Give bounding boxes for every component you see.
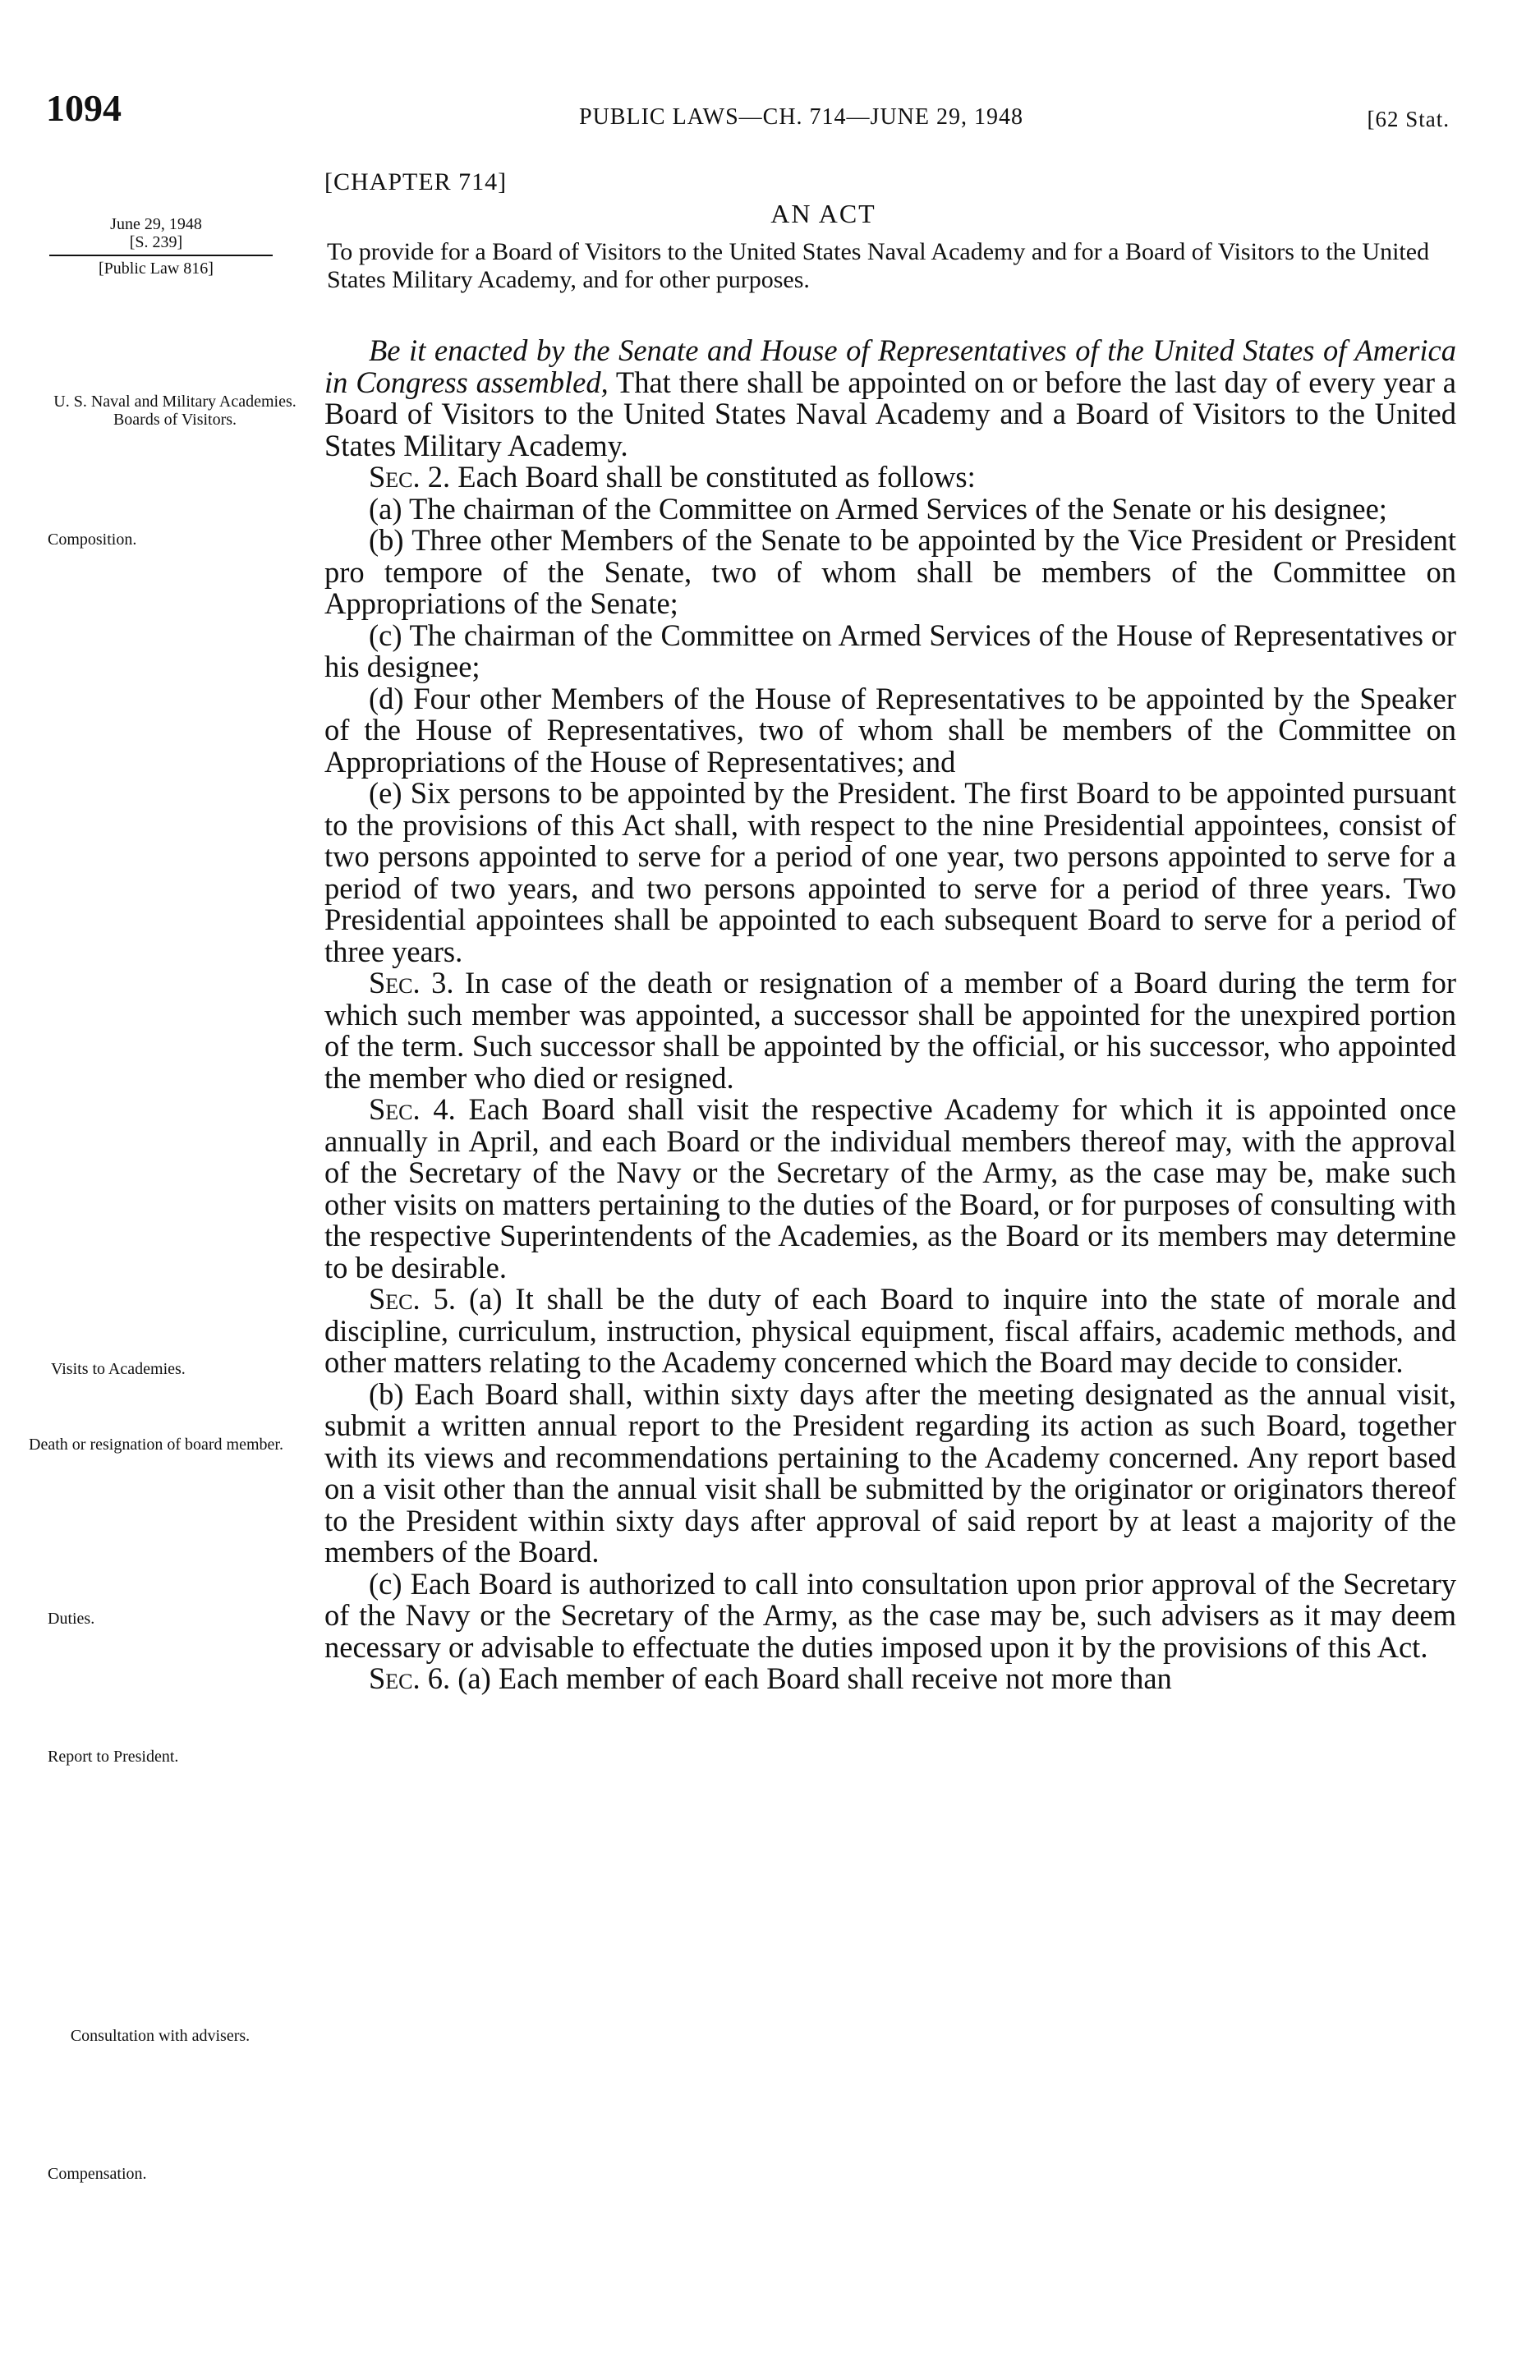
margin-consultation: Consultation with advisers. bbox=[70, 2027, 251, 2045]
section-3-label: Sec. 3. bbox=[369, 966, 454, 999]
margin-boards-of-visitors: U. S. Naval and Military Academies. Boards of Visitors. bbox=[53, 393, 297, 429]
section-2-label: Sec. 2. bbox=[369, 460, 451, 494]
body-text bbox=[324, 335, 1456, 1695]
section-3 bbox=[324, 967, 1456, 1094]
margin-bill: [S. 239] bbox=[129, 233, 183, 251]
clause-c: (c) The chairman of the Committee on Armed Services of the House of Representatives or his designee; bbox=[324, 618, 1456, 683]
statute-reference: [62 Stat. bbox=[1367, 107, 1450, 131]
margin-visits: Visits to Academies. bbox=[51, 1360, 186, 1378]
margin-duties: Duties. bbox=[48, 1610, 95, 1628]
section-4-text: Each Board shall visit the respective Academy for which it is appointed once annually in April, and each Board or the individual members thereof may, with the approval of the Secretary of the Navy or the Secretary of the Army, as the case may be, make such other visits on matters pertaining to the duties of the Board, or for purposes of consulting with the respective Superintendents of the Academies, as the Board or its members may determine to be desirable. bbox=[324, 1092, 1456, 1284]
section-2 bbox=[324, 462, 1456, 494]
margin-report: Report to President. bbox=[48, 1748, 179, 1766]
section-6-label: Sec. 6. bbox=[369, 1661, 451, 1695]
act-heading: AN ACT bbox=[770, 199, 876, 228]
page-number: 1094 bbox=[46, 87, 122, 129]
section-3-text: In case of the death or resignation of a member of a Board during the term for which such member was appointed, a successor shall be appointed for the unexpired portion of the term. Such successor shall be appointed by the official, or his successor, who appointed the member who died or resigned. bbox=[324, 966, 1456, 1095]
margin-compensation: Compensation. bbox=[48, 2165, 147, 2183]
section-5-text: (a) It shall be the duty of each Board to inquire into the state of morale and discipline, curriculum, instruction, physical equipment, fiscal affairs, academic methods, and other matters relating to the Academy concerned which the Board may decide to consider. bbox=[324, 1282, 1456, 1379]
margin-death-or-resignation: Death or resignation of board member. bbox=[29, 1436, 283, 1454]
clause-e: (e) Six persons to be appointed by the President. The first Board to be appointed pursuant to the provisions of this Act shall, with respect to the nine Presidential appointees, consist of two persons appointed to serve for a period of one year, two persons appointed to serve for a period of two years, and two persons appointed to serve for a period of three years. Two Presidential appointees shall be appointed to each subsequent Board to serve for a period of three years. bbox=[324, 776, 1456, 968]
margin-date: June 29, 1948 bbox=[110, 215, 202, 233]
section-5 bbox=[324, 1284, 1456, 1379]
margin-public-law: [Public Law 816] bbox=[99, 260, 214, 278]
act-title: To provide for a Board of Visitors to the United States Naval Academy and for a Board of Visitors to the United States Military Academy, and for other purposes. bbox=[327, 238, 1430, 293]
margin-composition: Composition. bbox=[48, 531, 137, 549]
chapter-heading: [CHAPTER 714] bbox=[324, 168, 508, 195]
section-4 bbox=[324, 1094, 1456, 1284]
section-6-text: (a) Each member of each Board shall receive not more than bbox=[450, 1661, 1172, 1695]
clause-d: (d) Four other Members of the House of Representatives to be appointed by the Speaker of the House of Representatives, two of whom shall be members of the Committee on Appropriations of the House of Representatives; and bbox=[324, 681, 1456, 779]
section-5-label: Sec. 5. bbox=[369, 1282, 456, 1316]
clause-b: (b) Three other Members of the Senate to be appointed by the Vice President or President pro tempore of the Senate, two of whom shall be members of the Committee on Appropriations of the Senate; bbox=[324, 523, 1456, 620]
enacting-clause: Be it enacted by the Senate and House of Representatives of the United States of America in Congress assembled, bbox=[324, 333, 1456, 399]
section-2-text: Each Board shall be constituted as follows: bbox=[450, 460, 976, 494]
section-4-label: Sec. 4. bbox=[369, 1092, 456, 1126]
section-5-c: (c) Each Board is authorized to call into consultation upon prior approval of the Secretary of the Navy or the Secretary of the Army, as the case may be, such advisers as it may deem necessary or advisable to effectuate the duties imposed upon it by the provisions of this Act. bbox=[324, 1566, 1456, 1664]
clause-a: (a) The chairman of the Committee on Armed Services of the Senate or his designee; bbox=[369, 491, 1387, 526]
section-5-b: (b) Each Board shall, within sixty days after the meeting designated as the annual visit, submit a written annual report to the President regarding its action as such Board, together with its views and recommendations pertaining to the Academy concerned. Any report based on a visit other than the annual visit shall be submitted by the originator or originators thereof to the President within sixty days after approval of said report by at least a majority of the members of the Board. bbox=[324, 1376, 1456, 1569]
margin-rule bbox=[49, 255, 273, 256]
section-6 bbox=[324, 1663, 1456, 1695]
section-1-text: That there shall be appointed on or before the last day of every year a Board of Visitors to the United States Naval Academy and a Board of Visitors to the United States Military Academy. bbox=[324, 365, 1456, 462]
enacting-paragraph bbox=[324, 335, 1456, 462]
running-head: PUBLIC LAWS—CH. 714—JUNE 29, 1948 bbox=[579, 104, 1023, 130]
